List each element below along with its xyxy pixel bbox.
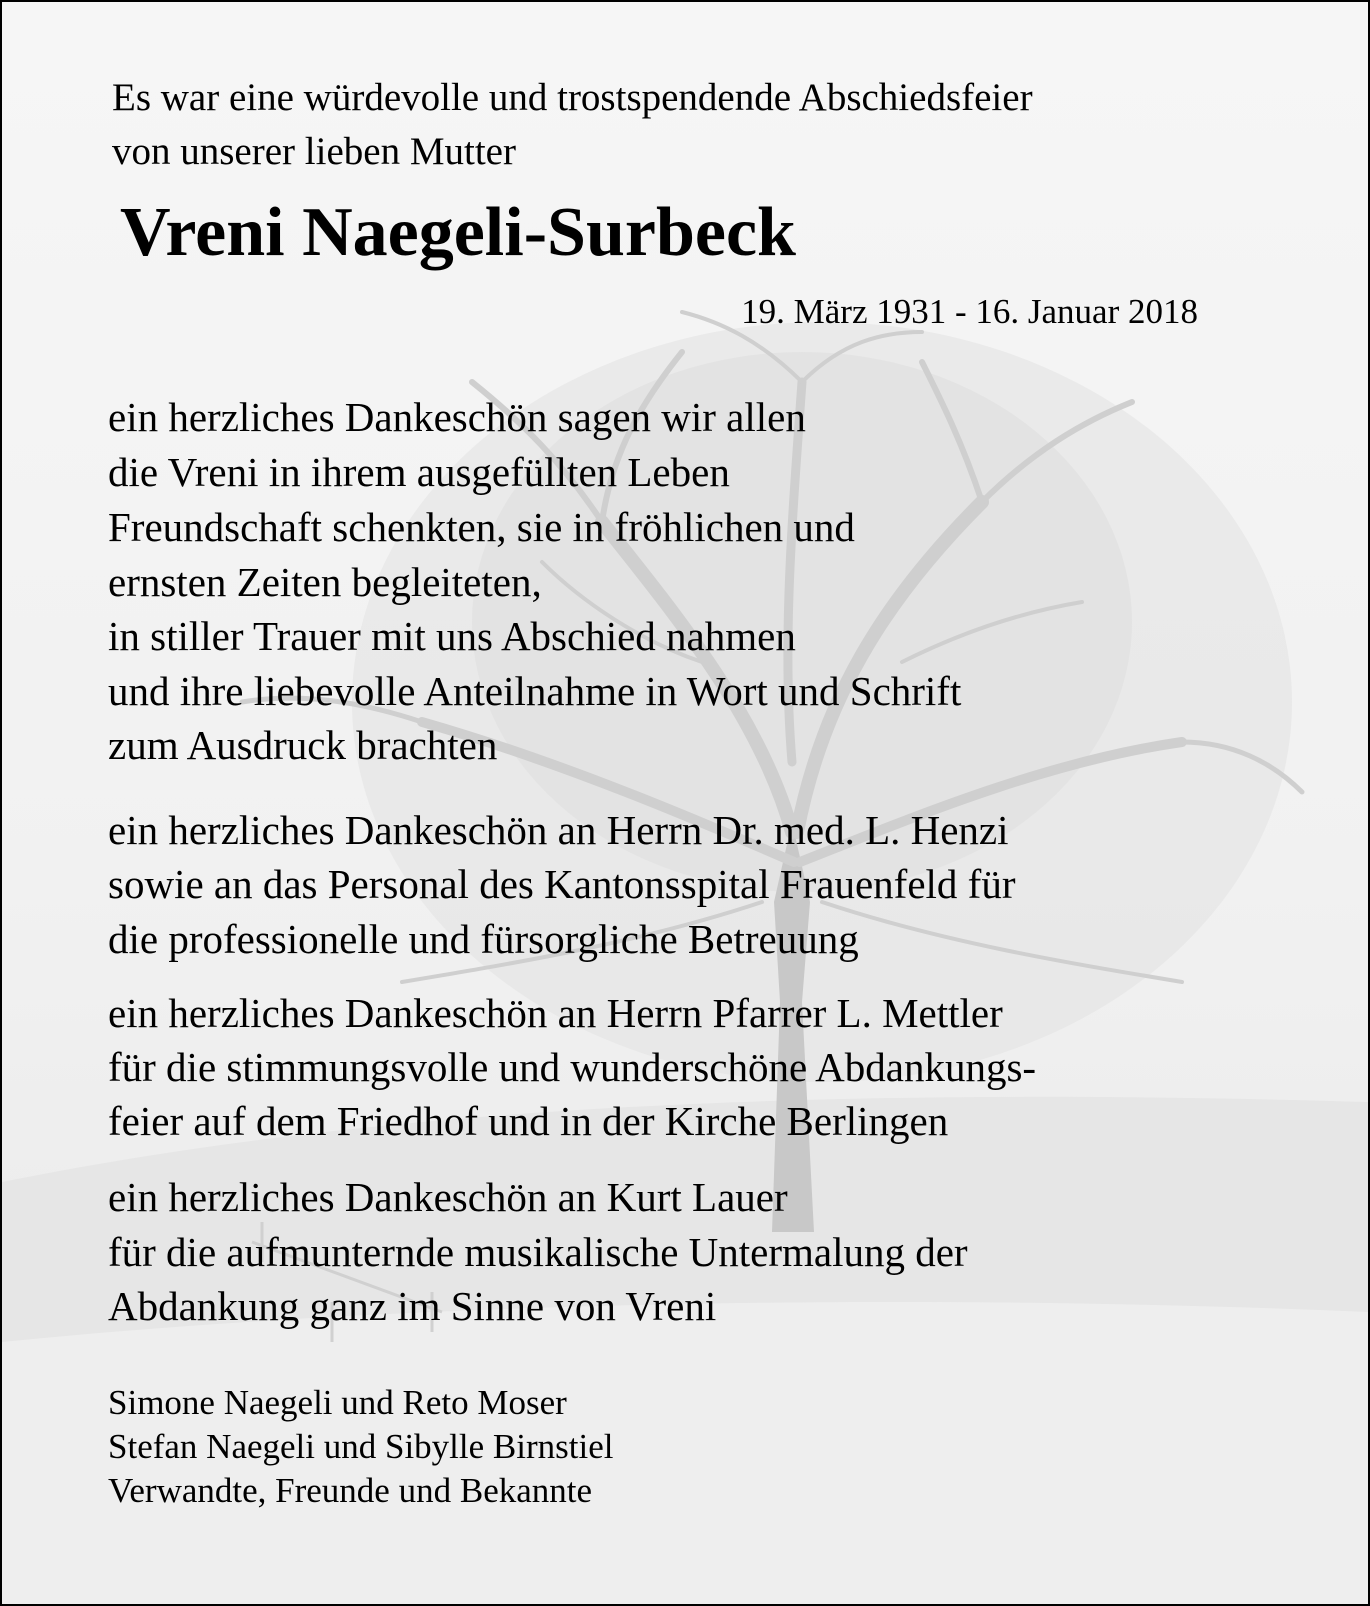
obituary-text <box>2 2 1368 1604</box>
paragraph-1-line-7: zum Ausdruck brachten <box>108 722 498 768</box>
paragraph-2-line-2: sowie an das Personal des Kantonsspital Frauenfeld für <box>108 861 1016 907</box>
paragraph-3-line-1: ein herzliches Dankeschön an Herrn Pfarrer L. Mettler <box>108 990 1003 1036</box>
paragraph-2-line-3: die professionelle und fürsorgliche Betreuung <box>108 916 859 962</box>
intro-line-2: von unserer lieben Mutter <box>112 130 516 173</box>
paragraph-4-line-2: für die aufmunternde musikalische Untermalung der <box>108 1229 968 1275</box>
paragraph-1-line-4: ernsten Zeiten begleiteten, <box>108 559 542 605</box>
signature-line-1: Simone Naegeli und Reto Moser <box>108 1383 567 1422</box>
paragraph-2-line-1: ein herzliches Dankeschön an Herrn Dr. med. L. Henzi <box>108 807 1009 853</box>
paragraph-3-line-2: für die stimmungsvolle und wunderschöne Abdankungs- <box>108 1044 1037 1090</box>
deceased-name: Vreni Naegeli-Surbeck <box>120 194 796 271</box>
paragraph-4-line-3: Abdankung ganz im Sinne von Vreni <box>108 1283 717 1329</box>
signature-line-2: Stefan Naegeli und Sibylle Birnstiel <box>108 1427 614 1466</box>
paragraph-1-line-3: Freundschaft schenkten, sie in fröhlichen und <box>108 504 855 550</box>
paragraph-1-line-2: die Vreni in ihrem ausgefüllten Leben <box>108 449 730 495</box>
intro-line-1: Es war eine würdevolle und trostspendende Abschiedsfeier <box>112 76 1033 119</box>
signature-line-3: Verwandte, Freunde und Bekannte <box>108 1471 593 1510</box>
paragraph-1-line-5: in stiller Trauer mit uns Abschied nahmen <box>108 613 796 659</box>
paragraph-1-line-6: und ihre liebevolle Anteilnahme in Wort und Schrift <box>108 668 962 714</box>
paragraph-4-line-1: ein herzliches Dankeschön an Kurt Lauer <box>108 1174 788 1220</box>
paragraph-1-line-1: ein herzliches Dankeschön sagen wir allen <box>108 394 806 440</box>
life-dates: 19. März 1931 - 16. Januar 2018 <box>741 292 1198 331</box>
paragraph-3-line-3: feier auf dem Friedhof und in der Kirche Berlingen <box>108 1098 949 1144</box>
